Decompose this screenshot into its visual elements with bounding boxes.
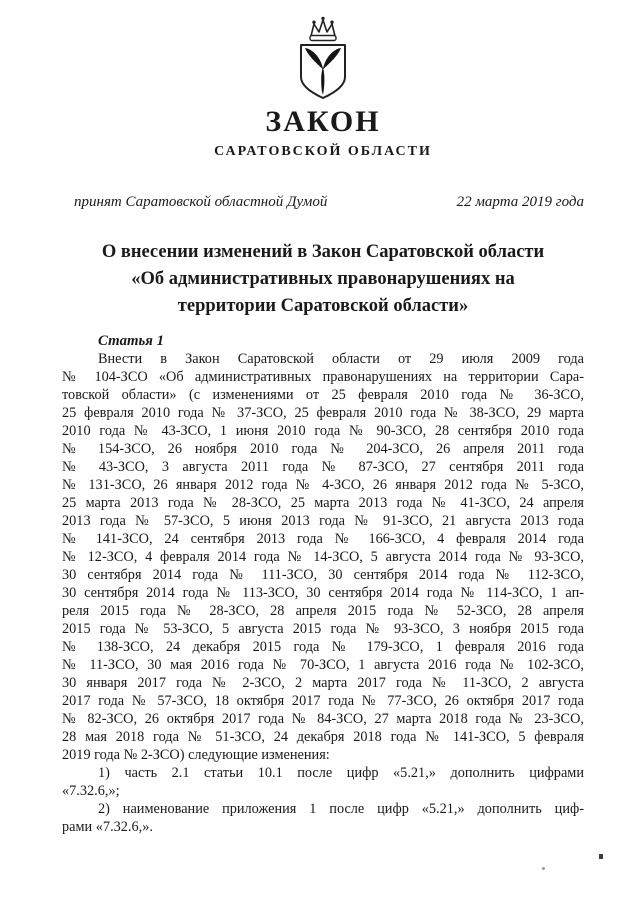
paragraph-line: № 138-ЗСО, 24 декабря 2015 года № 179-ЗСО, 1 февраля 2016 года xyxy=(62,639,584,655)
paragraph-line: товской области» (с изменениями от 25 февраля 2010 года № 36-ЗСО, xyxy=(62,387,584,403)
paragraph-line: № 131-ЗСО, 26 января 2012 года № 4-ЗСО, 26 января 2012 года № 5-ЗСО, xyxy=(62,477,584,493)
paragraph-line: 30 сентября 2014 года № 111-ЗСО, 30 сентября 2014 года № 112-ЗСО, xyxy=(62,567,584,583)
saratov-coat-of-arms-icon xyxy=(291,14,355,100)
paragraph-line: 2010 года № 43-ЗСО, 1 июня 2010 года № 90-ЗСО, 28 сентября 2010 года xyxy=(62,423,584,439)
law-title xyxy=(62,239,584,320)
amendment-item xyxy=(62,764,584,800)
scan-artifact-dot xyxy=(542,867,545,870)
amendment-item xyxy=(62,800,584,836)
paragraph-line: 25 февраля 2010 года № 37-ЗСО, 25 февраля 2010 года № 38-ЗСО, 29 марта xyxy=(62,405,584,421)
law-title-line: территории Саратовской области» xyxy=(177,296,469,316)
amendment-item-tail: рами «7.32.6,». xyxy=(62,819,153,835)
paragraph-line: № 82-ЗСО, 26 октября 2017 года № 84-ЗСО, 27 марта 2018 года № 23-ЗСО, xyxy=(62,711,584,727)
paragraph-line: 2017 года № 57-ЗСО, 18 октября 2017 года № 77-ЗСО, 26 октября 2017 года xyxy=(62,693,584,709)
law-title-line: О внесении изменений в Закон Саратовской области xyxy=(101,242,545,262)
adoption-date: 22 марта 2019 года xyxy=(456,194,584,210)
paragraph-line: № 11-ЗСО, 30 мая 2016 года № 70-ЗСО, 1 августа 2016 года № 102-ЗСО, xyxy=(62,657,584,673)
adopted-by-text: принят Саратовской областной Думой xyxy=(74,194,328,210)
paragraph-line: 30 января 2017 года № 2-ЗСО, 2 марта 2017 года № 11-ЗСО, 2 августа xyxy=(62,675,584,691)
paragraph-line: № 12-ЗСО, 4 февраля 2014 года № 14-ЗСО, 5 августа 2014 года № 93-ЗСО, xyxy=(62,549,584,565)
paragraph-line: № 141-ЗСО, 24 сентября 2013 года № 166-ЗСО, 4 февраля 2014 года xyxy=(62,531,584,547)
document-title: ЗАКОН xyxy=(265,105,381,138)
paragraph-line: 25 марта 2013 года № 28-ЗСО, 25 марта 2013 года № 41-ЗСО, 24 апреля xyxy=(62,495,584,511)
amendment-items xyxy=(62,764,584,836)
amendment-item-tail: «7.32.6,»; xyxy=(62,783,120,799)
article-body xyxy=(62,332,584,836)
paragraph-lines xyxy=(62,368,584,746)
paragraph-line: № 154-ЗСО, 26 ноября 2010 года № 204-ЗСО, 26 апреля 2011 года xyxy=(62,441,584,457)
paragraph-first-line: Внести в Закон Саратовской области от 29 июля 2009 года xyxy=(98,351,584,367)
document-subtitle: САРАТОВСКОЙ ОБЛАСТИ xyxy=(214,144,432,159)
article-1-heading: Статья 1 xyxy=(98,333,164,349)
paragraph-line: реля 2015 года № 28-ЗСО, 28 апреля 2015 года № 52-ЗСО, 28 апреля xyxy=(62,603,584,619)
paragraph-line: 30 сентября 2014 года № 113-ЗСО, 30 сентября 2014 года № 114-ЗСО, 1 ап- xyxy=(62,585,584,601)
scan-artifact-dot xyxy=(599,854,603,859)
paragraph-line: № 104-ЗСО «Об административных правонарушениях на территории Сара- xyxy=(62,369,584,385)
paragraph-line: 2013 года № 57-ЗСО, 5 июня 2013 года № 91-ЗСО, 21 августа 2013 года xyxy=(62,513,584,529)
paragraph-line: 2015 года № 53-ЗСО, 5 августа 2015 года № 93-ЗСО, 3 ноября 2015 года xyxy=(62,621,584,637)
law-title-line: «Об административных правонарушениях на xyxy=(131,269,515,289)
paragraph-closing-line: 2019 года № 2-ЗСО) следующие изменения: xyxy=(62,747,330,763)
amendment-item-lead: 1) часть 2.1 статьи 10.1 после цифр «5.21,» дополнить цифрами xyxy=(98,765,584,781)
paragraph-line: № 43-ЗСО, 3 августа 2011 года № 87-ЗСО, 27 сентября 2011 года xyxy=(62,459,584,475)
paragraph-line: 28 мая 2018 года № 51-ЗСО, 24 декабря 2018 года № 141-ЗСО, 5 февраля xyxy=(62,729,584,745)
adoption-row xyxy=(62,193,584,212)
amendment-item-lead: 2) наименование приложения 1 после цифр «5.21,» дополнить циф- xyxy=(98,801,584,817)
